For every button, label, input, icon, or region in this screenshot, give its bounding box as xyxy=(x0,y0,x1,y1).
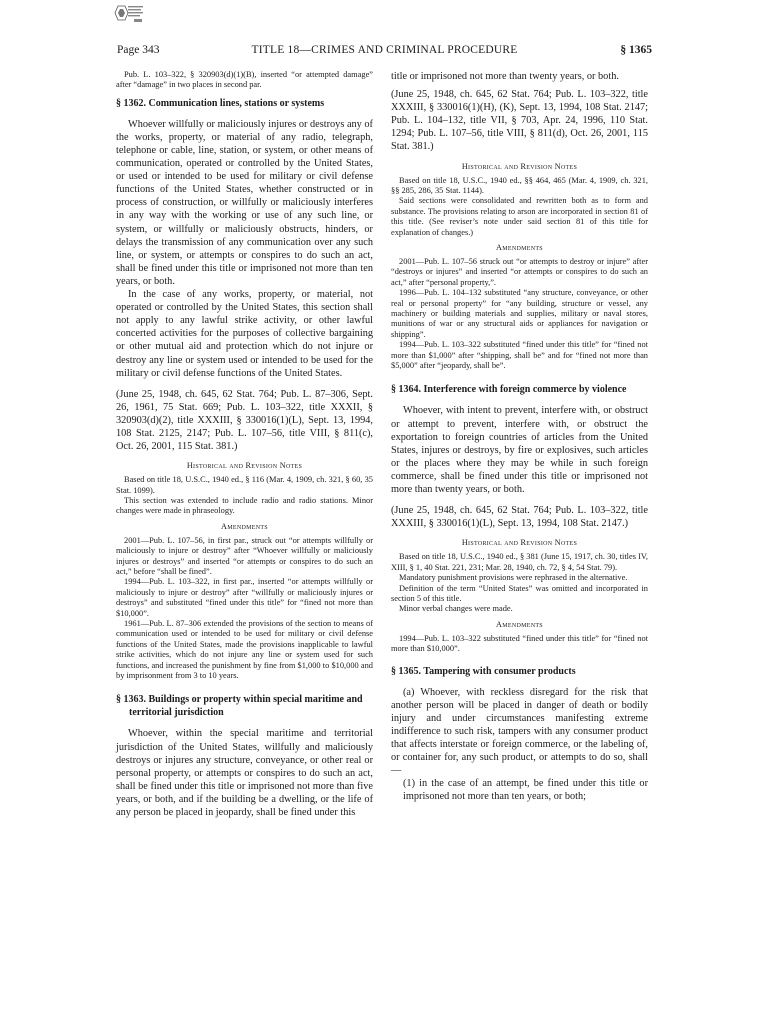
section-1364-heading: § 1364. Interference with foreign commerce by violence xyxy=(391,384,627,396)
right-column xyxy=(391,70,648,803)
section-1364-amendment-1994: 1994—Pub. L. 103–322 substituted “fined under this title” for “fined not more than $10,000”. xyxy=(391,633,648,654)
prior-amendment-note: Pub. L. 103–322, § 320903(d)(1)(B), inserted “or attempted damage” after “damage” in two places in second par. xyxy=(116,70,373,90)
section-1364-historical-note-2: Mandatory punishment provisions were rephrased in the alternative. xyxy=(399,573,628,583)
section-1362-paragraph-1: Whoever willfully or maliciously injures or destroys any of the works, property, or material of any radio, telegraph, telephone or cable, line, station, or system, or other means of communication, operated or controlled by the United States, or used or intended to be used for military or civil defense functions of the United States, whether constructed or in process of construction, or willfully or maliciously interferes in any way with the working or use of any such line, or system, or willfully or maliciously obstructs, hinders, or delays the transmission of any communication over any such line, or system, or attempts or conspires to do such an act, shall be fined under this title or imprisoned not more than ten years, or both. xyxy=(116,118,373,287)
section-1364-historical-note-4: Minor verbal changes were made. xyxy=(399,604,513,614)
section-1364-historical-notes-heading: Historical and Revision Notes xyxy=(461,538,578,548)
section-1362-amendment-1994: 1994—Pub. L. 103–322, in first par., inserted “or attempts willfully or maliciously to injure or destroy” after “willfully or maliciously injures or destroys” and substituted “fined under this title” for “fined not more than $10,000”. xyxy=(116,577,373,618)
section-1363-amendment-1994: 1994—Pub. L. 103–322 substituted “fined under this title” for “fined not more than $1,000” after “shipping, shall be” and for “fined not more than $5,000” after “jeopardy, shall be”. xyxy=(391,340,648,371)
section-1363-historical-notes-heading: Historical and Revision Notes xyxy=(461,161,578,171)
gpo-authentication-seal xyxy=(114,4,144,30)
section-1364-paragraph-1: Whoever, with intent to prevent, interfere with, or obstruct or attempt to prevent, interfere with, or obstruct the exportation to foreign countries of articles from the United States, injures or destroys, by fire or explosives, such articles or the places where they may be while in such foreign commerce, shall be fined under this title or imprisoned not more than twenty years, or both. xyxy=(391,405,648,496)
section-1363-paragraph-1: Whoever, within the special maritime and territorial jurisdiction of the United States, willfully and maliciously destroys or injures any structure, conveyance, or other real or personal property, or attempts or conspires to do such an act, shall be fined under this title or imprisoned not more than five years, or both, and if the building be a dwelling, or the life of any person be placed in jeopardy, shall be fined under this xyxy=(116,728,373,819)
section-1363-heading: § 1363. Buildings or property within special maritime and territorial jurisdiction xyxy=(116,694,363,719)
section-1365-subsection-a: (a) Whoever, with reckless disregard for the risk that another person will be placed in danger of death or bodily injury and under circumstances manifesting extreme indifference to such risk, tampers with any consumer product that affects interstate or foreign commerce, or the labeling of, or container for, any such product, or attempts to do so, shall— xyxy=(391,686,648,777)
page-number: Page 343 xyxy=(117,44,160,56)
section-1362-historical-note-1: Based on title 18, U.S.C., 1940 ed., § 116 (Mar. 4, 1909, ch. 321, § 60, 35 Stat. 1099). xyxy=(116,475,373,495)
section-1362-amendments-heading: Amendments xyxy=(221,521,268,531)
title-heading: TITLE 18—CRIMES AND CRIMINAL PROCEDURE xyxy=(251,44,518,56)
section-1363-source-credit: (June 25, 1948, ch. 645, 62 Stat. 764; Pub. L. 103–322, title XXXIII, § 330016(1)(H), (K), Sept. 13, 1994, 108 Stat. 2147; Pub. L. 104–132, title VII, § 703, Apr. 24, 1996, 110 Stat. 1294; Pub. L. 107–56, title VIII, § 811(d), Oct. 26, 2001, 115 Stat. 381.) xyxy=(391,89,648,153)
section-1363-historical-note-2: Said sections were consolidated and rewritten both as to form and substance. The provisions relating to arson are incorporated in section 81 of this title. (See reviser’s note under said section 81 of this title for explanation of changes.) xyxy=(391,196,648,237)
section-1365-heading: § 1365. Tampering with consumer products xyxy=(391,665,576,677)
running-header xyxy=(117,44,652,60)
section-1364-historical-note-3: Definition of the term “United States” was omitted and incorporated in section 5 of this title. xyxy=(391,583,648,603)
section-1363-amendments-heading: Amendments xyxy=(496,243,543,252)
section-1362-amendment-1961: 1961—Pub. L. 87–306 extended the provisions of the section to means of communication used or intended to be used for military or civil defense functions of the United States, made the provisions inapplicable to lawful strike activities, which do not injure any line or system used for such functions, and increased the punishment by fine from $1,000 to $10,000 and by imprisonment from 3 to 10 years. xyxy=(116,619,373,681)
section-1362-heading: § 1362. Communication lines, stations or systems xyxy=(116,97,325,109)
section-1363-amendment-2001: 2001—Pub. L. 107–56 struck out “or attempts to destroy or injure” after “destroys or injures” and inserted “or attempts or conspires to do such an act,” after “personal property,”. xyxy=(391,257,648,287)
section-1364-amendments-heading: Amendments xyxy=(496,619,543,629)
section-1362-historical-note-2: This section was extended to include radio and radio stations. Minor changes were made in phraseology. xyxy=(116,495,373,516)
section-1362-historical-notes-heading: Historical and Revision Notes xyxy=(186,461,303,471)
section-1364-historical-note-1: Based on title 18, U.S.C., 1940 ed., § 381 (June 15, 1917, ch. 30, titles IV, XIII, § 1, 40 Stat. 221, 231; Mar. 28, 1940, ch. 72, § 4, 54 Stat. 79). xyxy=(391,552,648,572)
left-column xyxy=(116,70,373,819)
section-number: § 1365 xyxy=(620,44,652,56)
section-1363-historical-note-1: Based on title 18, U.S.C., 1940 ed., §§ 464, 465 (Mar. 4, 1909, ch. 321, §§ 285, 286, 35 Stat. 1144). xyxy=(391,175,648,195)
section-1362-paragraph-2: In the case of any works, property, or material, not operated or controlled by the United States, this section shall not apply to any lawful strike activity, or other lawful concerted activities for the purposes of collective bargaining or other mutual aid and protection which do not injure or destroy any line or system used or intended to be used for the military or civil defense functions of the United States. xyxy=(116,289,373,379)
section-1362-amendment-2001: 2001—Pub. L. 107–56, in first par., struck out “or attempts willfully or maliciously to injure or destroy” after “Whoever willfully or maliciously injures or destroys” and inserted “or attempts or conspires to do such an act,” before “shall be fined”. xyxy=(116,535,373,576)
section-1363-continuation: title or imprisoned not more than twenty years, or both. xyxy=(391,71,619,82)
section-1363-amendment-1996: 1996—Pub. L. 104–132 substituted “any structure, conveyance, or other real or personal property” for “any building, structure or vessel, any machinery or building materials and supplies, military or naval stores, munitions of war or any structural aids or appliances for navigation or shipping”. xyxy=(391,288,648,339)
section-1362-source-credit: (June 25, 1948, ch. 645, 62 Stat. 764; Pub. L. 87–306, Sept. 26, 1961, 75 Stat. 669; Pub. L. 103–322, title XXXII, § 320903(d)(2), title XXXIII, § 330016(1)(L), Sept. 13, 1994, 108 Stat. 2125, 2147; Pub. L. 107–56, title VIII, § 811(c), Oct. 26, 2001, 115 Stat. 381.) xyxy=(116,388,373,453)
section-1364-source-credit: (June 25, 1948, ch. 645, 62 Stat. 764; Pub. L. 103–322, title XXXIII, § 330016(1)(L), Sept. 13, 1994, 108 Stat. 2147.) xyxy=(391,505,648,530)
section-1365-paragraph-1: (1) in the case of an attempt, be fined under this title or imprisoned not more than ten years, or both; xyxy=(403,778,648,803)
